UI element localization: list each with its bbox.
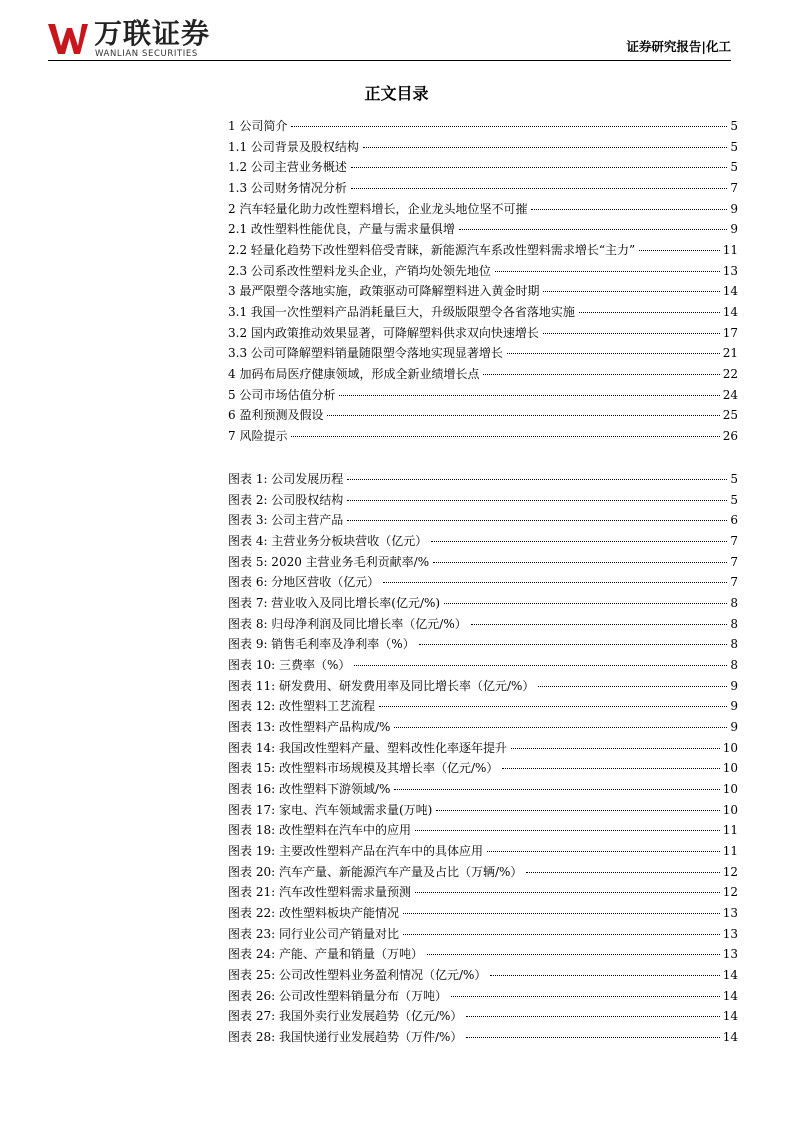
dot-leader bbox=[351, 167, 727, 168]
toc-figure-entry[interactable] bbox=[228, 903, 738, 923]
toc-figure-title: 图表 7: 营业收入及同比增长率(亿元/%) bbox=[228, 596, 441, 611]
toc-section-entry[interactable] bbox=[228, 157, 738, 177]
toc-section-page-number: 9 bbox=[730, 222, 738, 237]
toc-figure-entry[interactable] bbox=[228, 758, 738, 778]
toc-figure-page-number: 10 bbox=[722, 782, 738, 797]
dot-leader bbox=[354, 665, 727, 666]
toc-section-page-number: 9 bbox=[730, 201, 738, 216]
toc-figure-entry[interactable] bbox=[228, 696, 738, 716]
toc-figure-title: 图表 8: 归母净利润及同比增长率（亿元/%） bbox=[228, 616, 467, 631]
dot-leader bbox=[415, 892, 720, 893]
toc-section-title: 3.2 国内政策推动效果显著，可降解塑料供求双向快速增长 bbox=[228, 325, 539, 340]
toc-figure-page-number: 14 bbox=[722, 1030, 738, 1045]
toc-section-entry[interactable] bbox=[228, 137, 738, 157]
toc-figure-page-number: 13 bbox=[722, 906, 738, 921]
dot-leader bbox=[427, 954, 720, 955]
toc-section-entry[interactable] bbox=[228, 116, 738, 136]
toc-section-entry[interactable] bbox=[228, 178, 738, 198]
dot-leader bbox=[363, 147, 727, 148]
toc-section-page-number: 14 bbox=[722, 284, 738, 299]
toc-figure-title: 图表 9: 销售毛利率及净利率（%） bbox=[228, 637, 415, 652]
dot-leader bbox=[543, 333, 720, 334]
dot-leader bbox=[538, 686, 727, 687]
toc-figure-title: 图表 1: 公司发展历程 bbox=[228, 472, 344, 486]
dot-leader bbox=[526, 872, 719, 873]
toc-section-title: 1.3 公司财务情况分析 bbox=[228, 181, 347, 195]
toc-figure-page-number: 14 bbox=[722, 988, 738, 1003]
toc-figure-entry[interactable] bbox=[228, 1006, 738, 1026]
toc-figure-entry[interactable] bbox=[228, 862, 738, 882]
toc-figure-page-number: 14 bbox=[722, 1009, 738, 1024]
toc-figure-entry[interactable] bbox=[228, 986, 738, 1006]
toc-figure-title: 图表 24: 产能、产量和销量（万吨） bbox=[228, 947, 423, 962]
toc-section-page-number: 17 bbox=[722, 325, 738, 340]
toc-figure-title: 图表 22: 改性塑料板块产能情况 bbox=[228, 906, 399, 921]
toc-figure-entry[interactable] bbox=[228, 882, 738, 902]
toc-figure-page-number: 6 bbox=[730, 513, 738, 528]
toc-figure-page-number: 10 bbox=[722, 802, 738, 817]
toc-section-title: 4 加码布局医疗健康领域，形成全新业绩增长点 bbox=[228, 367, 480, 382]
toc-section-entry[interactable] bbox=[228, 281, 738, 301]
page-header bbox=[0, 0, 793, 62]
toc-figure-title: 图表 4: 主营业务分板块营收（亿元） bbox=[228, 534, 428, 548]
brand-name-cn: 万联证券 bbox=[94, 17, 211, 50]
toc-figure-entry[interactable] bbox=[228, 1027, 738, 1047]
toc-figure-entry[interactable] bbox=[228, 924, 738, 944]
dot-leader bbox=[403, 913, 720, 914]
dot-leader bbox=[419, 644, 728, 645]
toc-figure-entry[interactable] bbox=[228, 944, 738, 964]
toc-section-page-number: 11 bbox=[722, 243, 738, 258]
dot-leader bbox=[579, 312, 720, 313]
toc-figure-page-number: 7 bbox=[730, 534, 738, 548]
toc-figure-page-number: 8 bbox=[730, 616, 738, 631]
toc-figure-title: 图表 19: 主要改性塑料产品在汽车中的具体应用 bbox=[228, 844, 483, 859]
toc-figure-entry[interactable] bbox=[228, 779, 738, 799]
toc-figure-entry[interactable] bbox=[228, 490, 738, 510]
toc-figure-entry[interactable] bbox=[228, 717, 738, 737]
toc-figure-page-number: 8 bbox=[730, 637, 738, 652]
wanlian-logo-icon bbox=[48, 22, 88, 56]
toc-figure-page-number: 8 bbox=[730, 596, 738, 611]
toc-section-entry[interactable] bbox=[228, 385, 738, 405]
toc-section-title: 6 盈利预测及假设 bbox=[228, 408, 324, 423]
toc-figure-title: 图表 10: 三费率（%） bbox=[228, 658, 351, 673]
toc-figure-title: 图表 5: 2020 主营业务毛利贡献率/% bbox=[228, 554, 430, 569]
toc-figure-page-number: 9 bbox=[730, 720, 738, 735]
dot-leader bbox=[403, 934, 720, 935]
toc-figure-title: 图表 12: 改性塑料工艺流程 bbox=[228, 699, 375, 714]
toc-section-title: 3.1 我国一次性塑料产品消耗量巨大，升级版限塑令各省落地实施 bbox=[228, 305, 575, 320]
toc-figure-page-number: 8 bbox=[730, 658, 738, 673]
dot-leader bbox=[379, 706, 727, 707]
toc-section-page-number: 14 bbox=[722, 305, 738, 320]
dot-leader bbox=[339, 395, 719, 396]
toc-figure-entry[interactable] bbox=[228, 614, 738, 634]
toc-figure-entry[interactable] bbox=[228, 572, 738, 592]
toc-figure-title: 图表 13: 改性塑料产品构成/% bbox=[228, 720, 391, 735]
dot-leader bbox=[347, 479, 727, 480]
toc-section-entry[interactable] bbox=[228, 199, 738, 219]
toc-section-title: 2 汽车轻量化助力改性塑料增长，企业龙头地位坚不可摧 bbox=[228, 201, 528, 216]
dot-leader bbox=[466, 1037, 719, 1038]
toc-figure-entry[interactable] bbox=[228, 655, 738, 675]
page-title: 正文目录 bbox=[364, 84, 429, 103]
toc-figure-title: 图表 27: 我国外卖行业发展趋势（亿元/%） bbox=[228, 1009, 463, 1024]
toc-figure-title: 图表 11: 研发费用、研发费用率及同比增长率（亿元/%） bbox=[228, 678, 535, 693]
dot-leader bbox=[433, 562, 727, 563]
dot-leader bbox=[394, 789, 719, 790]
toc-figure-page-number: 11 bbox=[722, 844, 738, 859]
toc-section-page-number: 22 bbox=[722, 367, 738, 382]
toc-figure-title: 图表 23: 同行业公司产销量对比 bbox=[228, 926, 399, 941]
dot-leader bbox=[327, 415, 719, 416]
toc-figure-page-number: 11 bbox=[722, 823, 738, 838]
toc-figure-title: 图表 17: 家电、汽车领域需求量(万吨) bbox=[228, 802, 433, 817]
toc-section-entry[interactable] bbox=[228, 343, 738, 363]
dot-leader bbox=[451, 996, 720, 997]
toc-section-page-number: 21 bbox=[722, 346, 738, 361]
dot-leader bbox=[483, 374, 719, 375]
dot-leader bbox=[291, 436, 719, 437]
dot-leader bbox=[436, 810, 719, 811]
dot-leader bbox=[383, 582, 727, 583]
report-type-label: 证券研究报告|化工 bbox=[626, 39, 731, 54]
toc-section-title: 7 风险提示 bbox=[228, 429, 288, 444]
toc-figure-title: 图表 21: 汽车改性塑料需求量预测 bbox=[228, 885, 411, 900]
dot-leader bbox=[639, 250, 720, 251]
toc-figure-page-number: 7 bbox=[730, 575, 738, 590]
toc-figure-entry[interactable] bbox=[228, 676, 738, 696]
toc-figure-entry[interactable] bbox=[228, 510, 738, 530]
toc-section-entry[interactable] bbox=[228, 323, 738, 343]
toc-figure-title: 图表 25: 公司改性塑料业务盈利情况（亿元/%） bbox=[228, 968, 487, 983]
toc-section-page-number: 5 bbox=[730, 160, 738, 175]
toc-section-entry[interactable] bbox=[228, 219, 738, 239]
dot-leader bbox=[351, 188, 727, 189]
toc-figure-title: 图表 20: 汽车产量、新能源汽车产量及占比（万辆/%） bbox=[228, 864, 523, 879]
toc-section-entry[interactable] bbox=[228, 240, 738, 260]
toc-section-title: 3.3 公司可降解塑料销量随限塑令落地实现显著增长 bbox=[228, 346, 503, 361]
toc-section-page-number: 24 bbox=[722, 387, 738, 402]
toc-section-title: 2.3 公司系改性塑料龙头企业，产销均处领先地位 bbox=[228, 263, 491, 278]
toc-section-page-number: 5 bbox=[730, 119, 738, 133]
toc-figure-entry[interactable] bbox=[228, 965, 738, 985]
dot-leader bbox=[531, 209, 727, 210]
toc-section-title: 2.1 改性塑料性能优良，产量与需求量俱增 bbox=[228, 222, 455, 237]
toc-figure-title: 图表 6: 分地区营收（亿元） bbox=[228, 575, 380, 590]
toc-figure-entry[interactable] bbox=[228, 841, 738, 861]
toc-section-page-number: 13 bbox=[722, 263, 738, 278]
toc-figure-title: 图表 2: 公司股权结构 bbox=[228, 492, 344, 507]
toc-figure-entry[interactable] bbox=[228, 531, 738, 551]
dot-leader bbox=[431, 541, 727, 542]
toc-figure-title: 图表 26: 公司改性塑料销量分布（万吨） bbox=[228, 988, 447, 1003]
header-divider bbox=[48, 60, 731, 61]
toc-section-entry[interactable] bbox=[228, 261, 738, 281]
toc-figure-entry[interactable] bbox=[228, 552, 738, 572]
toc-figure-page-number: 10 bbox=[722, 761, 738, 776]
toc-figure-title: 图表 14: 我国改性塑料产量、塑料改性化率逐年提升 bbox=[228, 740, 507, 755]
dot-leader bbox=[394, 727, 727, 728]
toc-section-entry[interactable] bbox=[228, 302, 738, 322]
toc-section-page-number: 5 bbox=[730, 139, 738, 154]
toc-figure-page-number: 12 bbox=[722, 864, 738, 879]
toc-section-entry[interactable] bbox=[228, 426, 738, 446]
toc-figure-entry[interactable] bbox=[228, 800, 738, 820]
toc-section-title: 1.1 公司背景及股权结构 bbox=[228, 139, 359, 154]
dot-leader bbox=[347, 500, 727, 501]
toc-figure-page-number: 7 bbox=[730, 554, 738, 569]
dot-leader bbox=[495, 271, 720, 272]
dot-leader bbox=[415, 830, 720, 831]
dot-leader bbox=[543, 291, 719, 292]
toc-figure-entry[interactable] bbox=[228, 820, 738, 840]
dot-leader bbox=[444, 603, 727, 604]
toc-figure-title: 图表 16: 改性塑料下游领域/% bbox=[228, 782, 391, 797]
toc-section-title: 1 公司简介 bbox=[228, 119, 288, 133]
toc-figure-page-number: 14 bbox=[722, 968, 738, 983]
toc-figure-page-number: 10 bbox=[722, 740, 738, 755]
toc-figure-page-number: 9 bbox=[730, 699, 738, 714]
toc-section-title: 3 最严限塑令落地实施，政策驱动可降解塑料进入黄金时期 bbox=[228, 284, 540, 299]
toc-section-page-number: 25 bbox=[722, 408, 738, 423]
toc-section-entry[interactable] bbox=[228, 405, 738, 425]
toc-figure-page-number: 9 bbox=[730, 678, 738, 693]
toc-section-page-number: 7 bbox=[730, 181, 738, 195]
dot-leader bbox=[507, 353, 720, 354]
dot-leader bbox=[502, 768, 719, 769]
toc-figure-title: 图表 28: 我国快递行业发展趋势（万件/%） bbox=[228, 1030, 463, 1045]
toc-figure-page-number: 5 bbox=[730, 472, 738, 486]
dot-leader bbox=[466, 1016, 719, 1017]
toc-section-entry[interactable] bbox=[228, 364, 738, 384]
toc-figure-entry[interactable] bbox=[228, 469, 738, 489]
toc-section-page-number: 26 bbox=[722, 429, 738, 444]
toc-figure-page-number: 12 bbox=[722, 885, 738, 900]
toc-figure-entry[interactable] bbox=[228, 593, 738, 613]
toc-figure-title: 图表 3: 公司主营产品 bbox=[228, 513, 344, 528]
brand-name-en: WANLIAN SECURITIES bbox=[95, 49, 198, 59]
toc-figure-title: 图表 18: 改性塑料在汽车中的应用 bbox=[228, 823, 411, 838]
toc-figure-page-number: 5 bbox=[730, 492, 738, 507]
dot-leader bbox=[347, 520, 727, 521]
toc-section-title: 5 公司市场估值分析 bbox=[228, 387, 336, 402]
toc-section-title: 2.2 轻量化趋势下改性塑料倍受青睐，新能源汽车系改性塑料需求增长“主力” bbox=[228, 243, 636, 258]
toc-figure-entry[interactable] bbox=[228, 634, 738, 654]
dot-leader bbox=[487, 851, 720, 852]
toc-figure-page-number: 13 bbox=[722, 947, 738, 962]
toc-section-title: 1.2 公司主营业务概述 bbox=[228, 160, 347, 175]
dot-leader bbox=[511, 748, 720, 749]
toc-figure-entry[interactable] bbox=[228, 738, 738, 758]
dot-leader bbox=[459, 229, 727, 230]
toc-figure-page-number: 13 bbox=[722, 926, 738, 941]
toc-figure-title: 图表 15: 改性塑料市场规模及其增长率（亿元/%） bbox=[228, 761, 499, 776]
dot-leader bbox=[490, 975, 719, 976]
dot-leader bbox=[471, 624, 728, 625]
dot-leader bbox=[291, 126, 727, 127]
